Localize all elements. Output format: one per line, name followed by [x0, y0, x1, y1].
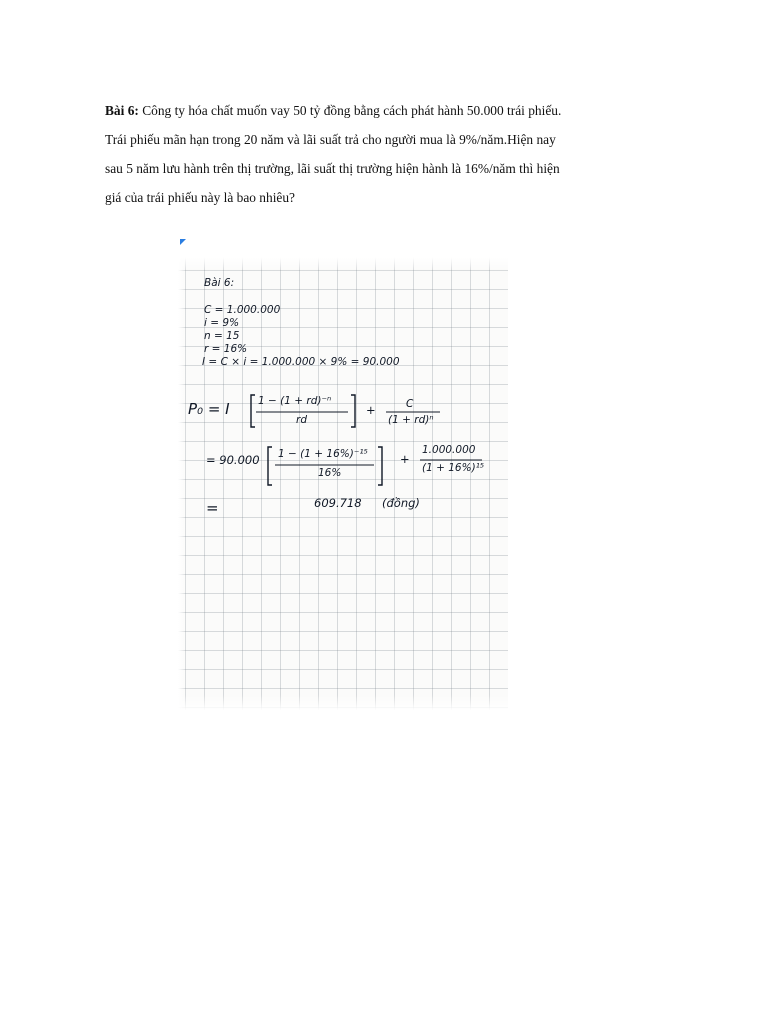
hw-sub-c-num: 1.000.000 [422, 444, 476, 456]
hw-var-n: n = 15 [204, 330, 240, 342]
hw-var-c: C = 1.000.000 [204, 304, 281, 316]
problem-statement [105, 96, 610, 212]
hw-result-eq: = [206, 499, 219, 517]
formula-left-bracket [251, 395, 255, 427]
hw-sub-num: 1 − (1 + 16%)⁻¹⁵ [278, 448, 368, 460]
hw-sub-lhs: = 90.000 [206, 453, 260, 467]
hw-formula-num: 1 − (1 + rd)⁻ⁿ [258, 395, 332, 407]
formula-right-bracket [351, 395, 355, 427]
handwritten-solution-photo [178, 237, 508, 717]
hw-var-r: r = 16% [204, 343, 248, 355]
hw-formula-den: rd [296, 414, 307, 426]
hw-formula-c-num: C [406, 398, 414, 410]
hw-formula-plus: + [366, 403, 376, 417]
hw-formula-lhs: P₀ = I [188, 400, 230, 418]
hw-sub-plus: + [400, 452, 410, 466]
problem-line-2: Trái phiếu mãn hạn trong 20 năm và lãi suất trả cho người mua là 9%/năm.Hiện nay [105, 132, 556, 147]
hw-coupon: I = C × i = 1.000.000 × 9% = 90.000 [202, 356, 400, 368]
hw-result-value: 609.718 [314, 496, 362, 510]
hw-formula-c-den: (1 + rd)ⁿ [388, 414, 434, 426]
problem-title: Bài 6: [105, 103, 139, 118]
hw-result-unit: (đồng) [382, 496, 420, 510]
problem-line-3: sau 5 năm lưu hành trên thị trường, lãi suất thị trường hiện hành là 16%/năm thì hiện [105, 161, 560, 176]
hw-heading: Bài 6: [204, 277, 235, 289]
photo-corner-mark [180, 239, 186, 245]
hw-sub-den: 16% [318, 467, 342, 479]
sub-left-bracket [268, 447, 272, 485]
hw-var-i: i = 9% [204, 317, 240, 329]
problem-line-1: Bài 6: Công ty hóa chất muốn vay 50 tỷ đồng bằng cách phát hành 50.000 trái phiếu. [105, 103, 562, 118]
sub-right-bracket [378, 447, 382, 485]
hw-sub-c-den: (1 + 16%)¹⁵ [422, 462, 485, 474]
problem-line-4: giá của trái phiếu này là bao nhiêu? [105, 190, 295, 205]
